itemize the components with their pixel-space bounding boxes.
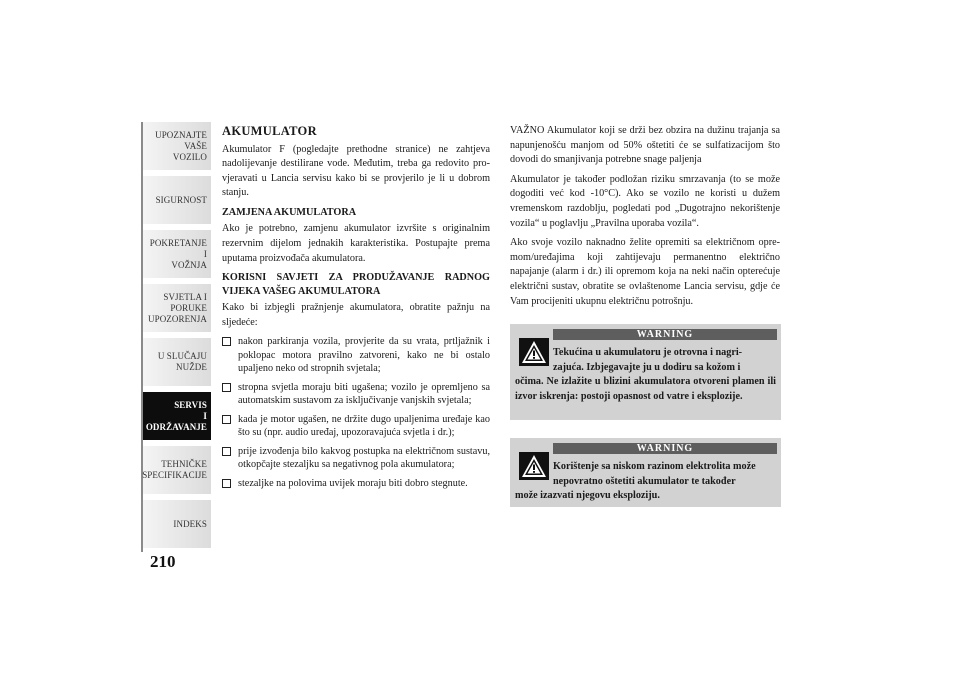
warning-box-electrolyte: [510, 438, 781, 507]
list-item: [222, 335, 490, 376]
warning-text: [515, 460, 776, 504]
tab-pokretanje-i-voznja[interactable]: [143, 230, 211, 280]
tab-indeks[interactable]: [143, 500, 211, 550]
tab-label: POKRETANJE I VOŽNJA: [149, 237, 207, 270]
warning-rest: očima. Ne izlažite u blizini akumulatora otvoreni plamen ili izvor iskrenja: postoji opasnost od vatre i eksplozije.: [515, 376, 776, 402]
checkbox-bullet-icon: [222, 383, 231, 392]
list-item-text: stropna svjetla moraju biti ugašena; vozilo je opremljeno sa automatskim sustavom za isključivanje vanjskih svjetala;: [238, 381, 490, 407]
tab-label: SIGURNOST: [155, 194, 207, 205]
tips-list: [222, 335, 490, 490]
warning-text: [515, 346, 776, 404]
intro-paragraph: Akumulator F (pogledajte prethodne stranice) ne zahtjeva nadolijevanje destilirane vode. Međutim, treba ga redovito pro-vjeravati u Lancia servisu kako bi se provjerilo je li u dobrom stanju.: [222, 143, 490, 199]
checkbox-bullet-icon: [222, 479, 231, 488]
warning-line: Korištenje sa niskom razinom elektrolita može: [553, 461, 756, 472]
tab-upoznajte-vase-vozilo[interactable]: [143, 122, 211, 172]
list-item: [222, 477, 490, 491]
tab-label: SERVIS I ODRŽAVANJE: [145, 399, 207, 432]
warning-line: zajuća. Izbjegavajte ju u dodiru sa kožom i: [553, 361, 741, 373]
list-item-text: kada je motor ugašen, ne držite dugo upaljenima uređaje kao što su (npr. audio uređaj, upozoravajuća svjetla i dr.);: [238, 413, 490, 439]
tab-label: U SLUČAJU NUŽDE: [157, 351, 207, 372]
tab-servis-i-odrzavanje[interactable]: [143, 392, 211, 442]
equipment-paragraph: Ako svoje vozilo naknadno želite opremiti sa električnom opre-mom/uređajima koji zahtijevaju permanentno električno napajanje (alarm i dr.) ili opremom koja na neki način opterećuje električni sustav, obratite se ovlaštenome Lancia servisu, gdje će Vam procijeniti ukupnu električnu potrošnju.: [510, 237, 780, 307]
tab-label: SVJETLA I PORUKE UPOZORENJA: [147, 291, 207, 324]
list-item-text: nakon parkiranja vozila, provjerite da su vrata, prtljažnik i poklopac motora pravilno zatvoreni, kako ne bi ostalo upaljeno neko od stropnih svjetala;: [238, 336, 490, 375]
tab-label: TEHNIČKE SPECIFIKACIJE: [142, 459, 207, 480]
warning-header: WARNING: [553, 443, 777, 454]
warning-line: Tekućina u akumulatoru je otrovna i nagri-: [553, 347, 743, 358]
warning-line: nepovratno oštetiti akumulator te također: [553, 475, 736, 487]
page-number: 210: [150, 552, 176, 571]
chapter-sidebar: [141, 122, 211, 552]
list-item-text: prije izvođenja bilo kakvog postupka na električnom sustavu, otkopčajte stezaljku sa negativnog pola akumulatora;: [238, 445, 490, 471]
left-column: [222, 124, 490, 495]
checkbox-bullet-icon: [222, 337, 231, 346]
tab-tehnicke-specifikacije[interactable]: [143, 446, 211, 496]
tab-svjetla-i-poruke[interactable]: [143, 284, 211, 334]
heading-tips: KORISNI SAVJETI ZA PRODUŽAVANJE RADNOG VIJEKA VAŠEG AKUMULATORA: [222, 272, 490, 297]
list-item: [222, 381, 490, 408]
tab-u-slucaju-nuzde[interactable]: [143, 338, 211, 388]
warning-box-toxic: [510, 324, 781, 420]
checkbox-bullet-icon: [222, 447, 231, 456]
replace-paragraph: Ako je potrebno, zamjenu akumulator izvršite s originalnim rezervnim dijelom jednakih karakteristika. Postupajte prema uputama proizvođača akumulatora.: [222, 223, 490, 264]
tips-intro: Kako bi izbjegli pražnjenje akumulatora, obratite pažnju na sljedeće:: [222, 302, 490, 328]
checkbox-bullet-icon: [222, 415, 231, 424]
list-item: [222, 413, 490, 440]
freeze-paragraph: Akumulator je također podložan riziku smrzavanja (to se može dogoditi već kod -10°C). Ako se vozilo ne koristi u dužem vremenskom razdoblju, pogledati pod „Dugotrajno nekorištenje vozila“ u poglavlju „Pravilna uporaba vozila“.: [510, 173, 780, 229]
heading-replace: ZAMJENA AKUMULATORA: [222, 206, 357, 218]
warning-rest: može izazvati njegovu eksploziju.: [515, 490, 660, 502]
list-item-text: stezaljke na polovima uvijek moraju biti dobro stegnute.: [238, 477, 468, 489]
warning-header: WARNING: [553, 329, 777, 340]
right-column: [510, 124, 780, 314]
list-item: [222, 445, 490, 472]
section-title: AKUMULATOR: [222, 124, 317, 138]
tab-sigurnost[interactable]: [143, 176, 211, 226]
tab-label: INDEKS: [173, 518, 207, 529]
important-paragraph: VAŽNO Akumulator koji se drži bez obzira na dužinu trajanja sa napunjenošću manjom od 50% oštetiti će se sulfatizacijom što dovodi do smanjivanja potrebne snage paljenja: [510, 125, 780, 166]
tab-label: UPOZNAJTE VAŠE VOZILO: [155, 129, 207, 162]
